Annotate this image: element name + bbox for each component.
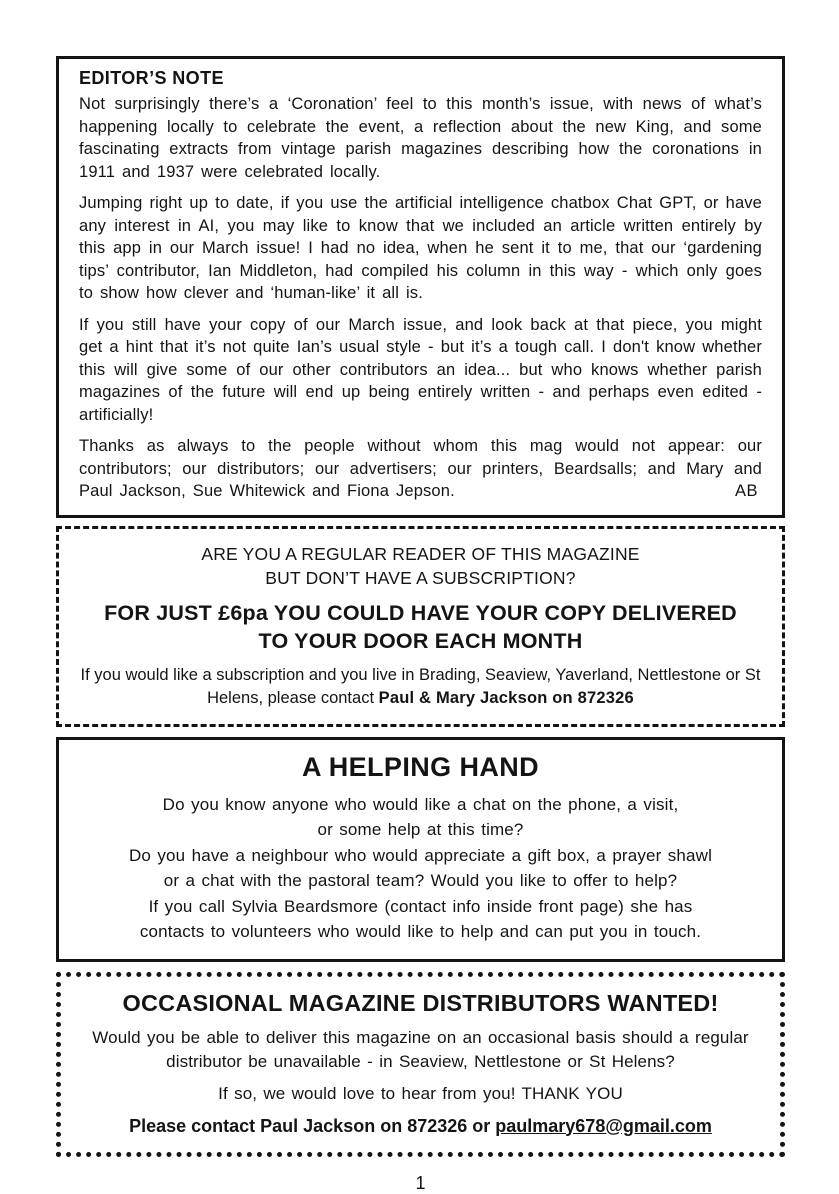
editors-note-paragraph-2: Jumping right up to date, if you use the artificial intelligence chatbox Chat GPT, or have any interest in AI, you may like to know that we included an article written entirely by this app in our March issue! I had no idea, when he sent it to me, that our ‘gardening tips’ contributor, Ian Middleton, had compiled his column in this way - which only goes to show how clever and ‘human-like’ it all is. (79, 194, 762, 302)
distributors-paragraph-1: Would you be able to deliver this magazine on an occasional basis should a regular distributor be unavailable - in Seaview, Nettlestone or St Helens? (92, 1027, 749, 1071)
page-number: 1 (415, 1172, 426, 1193)
editor-initials: AB (734, 482, 758, 500)
editors-note-paragraph-4 (79, 435, 762, 503)
distributors-wanted-box (56, 972, 785, 1157)
editors-note-paragraph-3: If you still have your copy of our March issue, and look back at that piece, you might get a hint that it’s not quite Ian’s usual style - but it’s a tough call. I don't know whether this will give some of our other contributors an idea... but who knows whether parish magazines of the future will end up being entirely written - and perhaps even edited - artificially! (79, 315, 762, 424)
subscription-contact-name-phone: Paul & Mary Jackson on 872326 (378, 688, 634, 707)
subscription-question-line-2: BUT DON’T HAVE A SUBSCRIPTION? (265, 567, 576, 588)
editors-note-box (56, 56, 785, 518)
subscription-contact-line (69, 664, 772, 710)
subscription-headline-line-2: TO YOUR DOOR EACH MONTH (258, 628, 583, 653)
editors-note-thanks-text: Thanks as always to the people without whom this mag would not appear: our contributors; our distributors; our advertisers; our printers, Beardsalls; and Mary and Paul Jackson, Sue Whitewick and Fiona Jepson. (79, 437, 762, 500)
editors-note-paragraph-1: Not surprisingly there’s a ‘Coronation’ feel to this month’s issue, with news of what’s happening locally to celebrate the event, a reflection about the new King, and some fascinating extracts from vintage parish magazines describing how the coronations in 1911 and 1937 were celebrated locally. (79, 95, 762, 181)
subscription-offer-box (56, 526, 785, 727)
helping-hand-line-3: Do you have a neighbour who would appreciate a gift box, a prayer shawl (129, 845, 712, 865)
helping-hand-line-5: If you call Sylvia Beardsmore (contact info inside front page) she has (148, 896, 693, 916)
subscription-headline-line-1: FOR JUST £6pa YOU COULD HAVE YOUR COPY DELIVERED (104, 600, 737, 625)
subscription-contact-text: If you would like a subscription and you live in Brading, Seaview, Yaverland, Nettlestone or St Helens, please contact (80, 665, 761, 707)
subscription-question-line-1: ARE YOU A REGULAR READER OF THIS MAGAZINE (201, 543, 640, 564)
distributors-title: OCCASIONAL MAGAZINE DISTRIBUTORS WANTED! (122, 989, 719, 1016)
distributors-email-link[interactable]: paulmary678@gmail.com (495, 1115, 712, 1136)
helping-hand-line-2: or some help at this time? (317, 820, 524, 839)
distributors-contact-text: Please contact Paul Jackson on 872326 or (129, 1115, 496, 1136)
helping-hand-line-1: Do you know anyone who would like a chat on the phone, a visit, (162, 794, 679, 814)
helping-hand-line-4: or a chat with the pastoral team? Would you like to offer to help? (163, 871, 678, 890)
editors-note-title: EDITOR’S NOTE (79, 68, 224, 88)
helping-hand-title: A HELPING HAND (301, 751, 540, 782)
distributors-contact-line (79, 1114, 762, 1138)
distributors-paragraph-2: If so, we would love to hear from you! THANK YOU (218, 1083, 623, 1103)
helping-hand-box (56, 737, 785, 962)
helping-hand-line-6: contacts to volunteers who would like to help and can put you in touch. (139, 922, 702, 941)
